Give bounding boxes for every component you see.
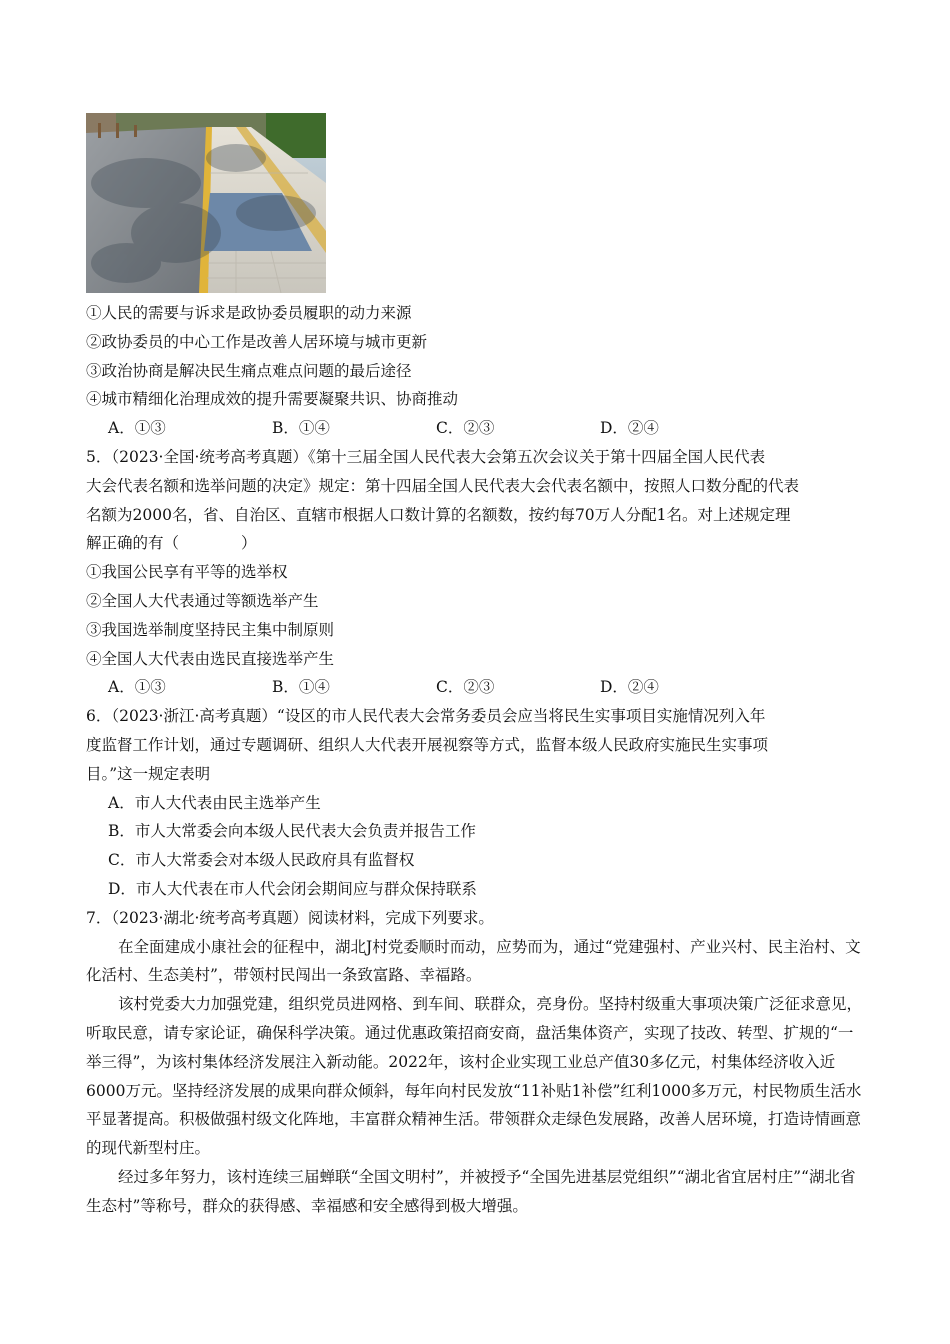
q4-option-c: C．②③ — [436, 419, 495, 438]
question-content — [86, 299, 866, 1221]
q4-option-d: D．②④ — [600, 419, 659, 438]
q5-option-c: C．②③ — [436, 678, 495, 697]
q6-stem-line-1: 6．（2023·浙江·高考真题）“设区的市人民代表大会常务委员会应当将民生实事项目实施情况列入年 — [86, 707, 766, 726]
q5-item-1: ①我国公民享有平等的选举权 — [86, 563, 288, 582]
q7-paragraph-3: 经过多年努力，该村连续三届蝉联“全国文明村”，并被授予“全国先进基层党组织”“湖北省宜居村庄”“湖北省生态村”等称号，群众的获得感、幸福感和安全感得到极大增强。 — [86, 1167, 856, 1215]
q4-option-b: B．①④ — [272, 419, 330, 438]
q5-stem-line-3: 名额为2000名，省、自治区、直辖市根据人口数计算的名额数，按约每70万人分配1名。对上述规定理 — [86, 505, 791, 524]
q5-stem-line-1: 5．（2023·全国·统考高考真题）《第十三届全国人民代表大会第五次会议关于第十四届全国人民代表 — [86, 447, 766, 466]
q7-heading: 7．（2023·湖北·统考高考真题）阅读材料，完成下列要求。 — [86, 908, 494, 927]
q4-option-a: A．①③ — [108, 419, 166, 438]
street-sidewalk-photo — [86, 113, 326, 293]
q7-paragraph-1: 在全面建成小康社会的征程中，湖北J村党委顺时而动，应势而为，通过“党建强村、产业兴村、民主治村、文化活村、生态美村”，带领村民闯出一条致富路、幸福路。 — [86, 937, 861, 985]
q5-options — [86, 673, 866, 702]
q7-paragraph-2: 该村党委大力加强党建，组织党员进网格、到车间、联群众，亮身份。坚持村级重大事项决策广泛征求意见，听取民意，请专家论证，确保科学决策。通过优惠政策招商安商，盘活集体资产，实现了技改、转型、扩规的“一举三得”，为该村集体经济发展注入新动能。2022年，该村企业实现工业总产值30多亿元，村集体经济收入近6000万元。坚持经济发展的成果向群众倾斜，每年向村民发放“11补贴1补偿”红利1000多万元，村民物质生活水平显著提高。积极做强村级文化阵地，丰富群众精神生活。带领群众走绿色发展路，改善人居环境，打造诗情画意的现代新型村庄。 — [86, 995, 863, 1158]
q5-stem-line-2: 大会代表名额和选举问题的决定》规定：第十四届全国人民代表大会代表名额中，按照人口数分配的代表 — [86, 476, 800, 495]
q5-option-a: A．①③ — [108, 678, 166, 697]
q6-option-d: D．市人大代表在市人代会闭会期间应与群众保持联系 — [108, 879, 477, 898]
q4-item-4: ④城市精细化治理成效的提升需要凝聚共识、协商推动 — [86, 390, 459, 409]
q4-options — [86, 414, 866, 443]
q6-stem-line-2: 度监督工作计划，通过专题调研、组织人大代表开展视察等方式，监督本级人民政府实施民生实事项 — [86, 735, 769, 754]
q6-option-a: A．市人大代表由民主选举产生 — [108, 793, 321, 812]
q5-item-2: ②全国人大代表通过等额选举产生 — [86, 591, 319, 610]
q6-option-c: C．市人大常委会对本级人民政府具有监督权 — [108, 851, 415, 870]
q6-option-b: B．市人大常委会向本级人民代表大会负责并报告工作 — [108, 822, 476, 841]
q4-item-1: ①人民的需要与诉求是政协委员履职的动力来源 — [86, 304, 412, 322]
q5-option-b: B．①④ — [272, 678, 330, 697]
q6-stem-line-3: 目。”这一规定表明 — [86, 764, 211, 783]
q5-stem-line-4: 解正确的有（ ） — [86, 534, 257, 553]
q4-item-3: ③政治协商是解决民生痛点难点问题的最后途径 — [86, 361, 412, 380]
q5-option-d: D．②④ — [600, 678, 659, 697]
q4-item-2: ②政协委员的中心工作是改善人居环境与城市更新 — [86, 332, 428, 351]
q5-item-3: ③我国选举制度坚持民主集中制原则 — [86, 620, 335, 639]
q5-item-4: ④全国人大代表由选民直接选举产生 — [86, 649, 335, 668]
